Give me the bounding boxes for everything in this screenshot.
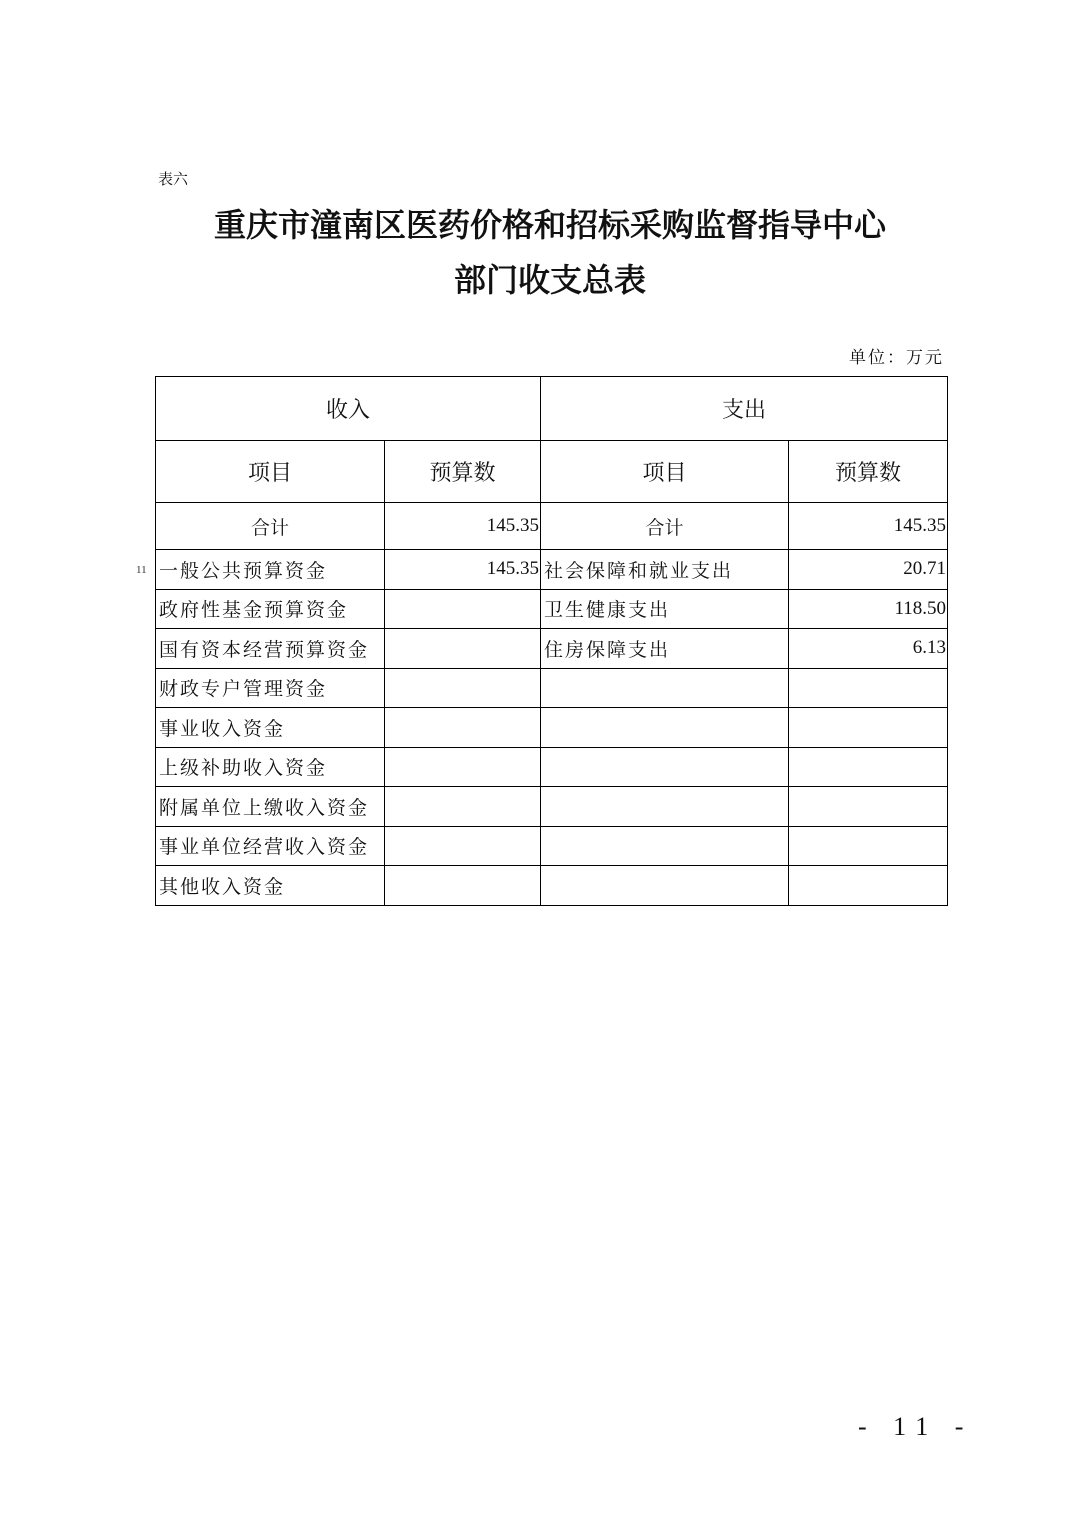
income-item: 一般公共预算资金 <box>156 550 385 590</box>
income-section-header: 收入 <box>156 377 541 441</box>
expense-item: 卫生健康支出 <box>541 589 789 629</box>
table-row <box>156 866 948 906</box>
expense-item <box>541 708 789 748</box>
expense-value <box>789 787 948 827</box>
table-label: 表六 <box>158 170 189 188</box>
income-budget-header: 预算数 <box>385 441 541 503</box>
table-row <box>156 668 948 708</box>
unit-label: 单位：万元 <box>849 348 944 368</box>
document-title: 重庆市潼南区医药价格和招标采购监督指导中心 <box>213 206 886 244</box>
document-subtitle: 部门收支总表 <box>453 261 646 299</box>
expense-item: 住房保障支出 <box>541 629 789 669</box>
table-row <box>156 787 948 827</box>
expense-item <box>541 826 789 866</box>
page-number: - 11 - <box>858 1412 974 1441</box>
table-row <box>156 826 948 866</box>
expense-total-value: 145.35 <box>789 503 948 550</box>
side-line-number: 11 <box>136 564 147 576</box>
expense-total-label: 合计 <box>541 503 789 550</box>
income-item: 事业单位经营收入资金 <box>156 826 385 866</box>
income-value <box>385 747 541 787</box>
table-row <box>156 589 948 629</box>
table-row <box>156 550 948 590</box>
income-item: 财政专户管理资金 <box>156 668 385 708</box>
income-value <box>385 826 541 866</box>
income-value <box>385 866 541 906</box>
expense-value <box>789 708 948 748</box>
income-item: 国有资本经营预算资金 <box>156 629 385 669</box>
expense-item <box>541 866 789 906</box>
income-value <box>385 589 541 629</box>
income-item: 事业收入资金 <box>156 708 385 748</box>
income-item-header: 项目 <box>156 441 385 503</box>
expense-item: 社会保障和就业支出 <box>541 550 789 590</box>
income-total-value: 145.35 <box>385 503 541 550</box>
expense-item <box>541 747 789 787</box>
expense-value <box>789 747 948 787</box>
table-section-header-row <box>156 377 948 441</box>
expense-section-header: 支出 <box>541 377 948 441</box>
expense-value <box>789 668 948 708</box>
income-total-label: 合计 <box>156 503 385 550</box>
income-value <box>385 668 541 708</box>
income-item: 其他收入资金 <box>156 866 385 906</box>
income-item: 上级补助收入资金 <box>156 747 385 787</box>
table-column-header-row <box>156 441 948 503</box>
income-value <box>385 708 541 748</box>
income-item: 政府性基金预算资金 <box>156 589 385 629</box>
expense-budget-header: 预算数 <box>789 441 948 503</box>
income-item: 附属单位上缴收入资金 <box>156 787 385 827</box>
income-value <box>385 629 541 669</box>
total-row <box>156 503 948 550</box>
expense-value: 20.71 <box>789 550 948 590</box>
expense-value: 118.50 <box>789 589 948 629</box>
table-row <box>156 708 948 748</box>
table-row <box>156 747 948 787</box>
expense-value: 6.13 <box>789 629 948 669</box>
expense-item <box>541 668 789 708</box>
expense-value <box>789 866 948 906</box>
income-value: 145.35 <box>385 550 541 590</box>
expense-item <box>541 787 789 827</box>
expense-value <box>789 826 948 866</box>
income-value <box>385 787 541 827</box>
table-row <box>156 629 948 669</box>
income-expense-summary-table <box>155 376 948 906</box>
expense-item-header: 项目 <box>541 441 789 503</box>
